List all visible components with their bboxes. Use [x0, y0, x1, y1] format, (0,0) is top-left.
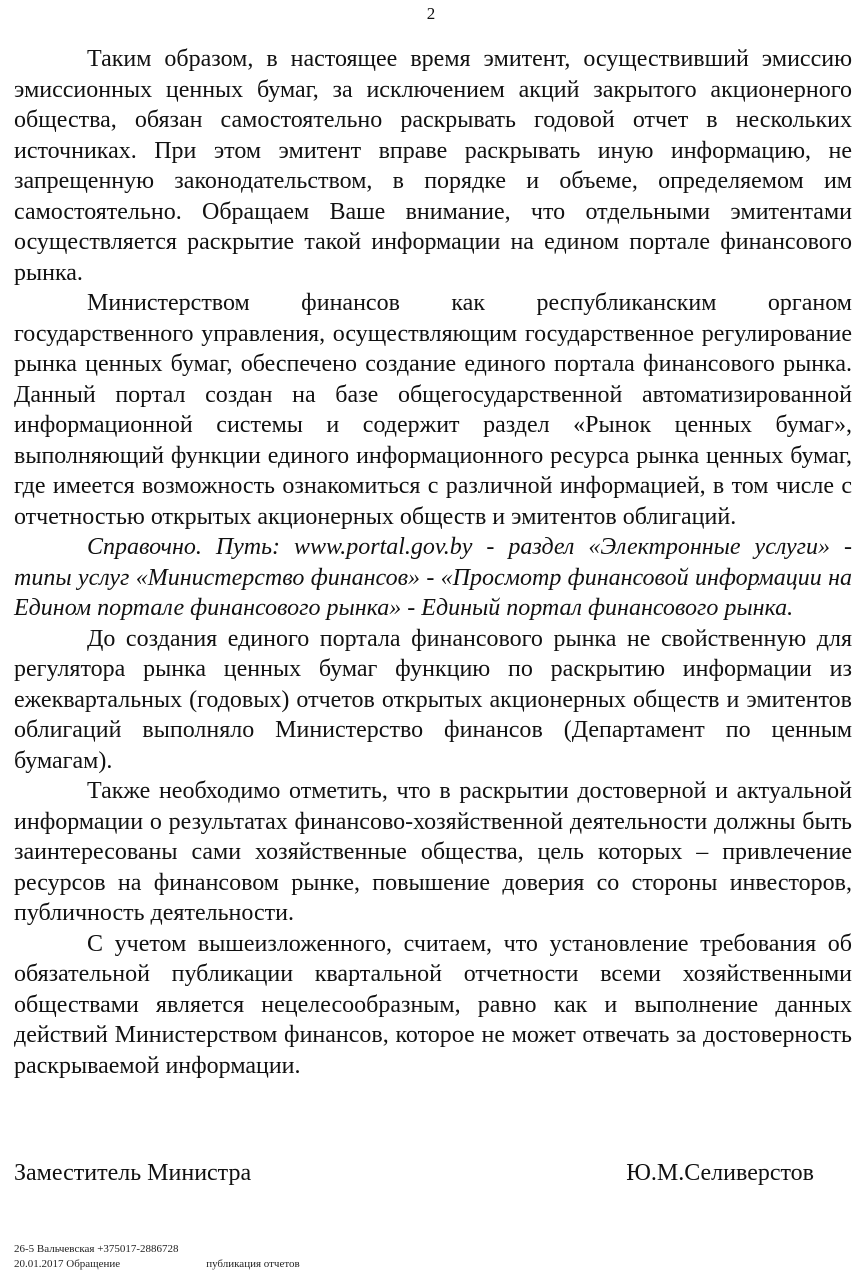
- page-number: 2: [426, 4, 436, 23]
- paragraph-company-interest: Также необходимо отметить, что в раскрытии достоверной и актуальной информации о результатах финансово-хозяйственной деятельности должны быть заинтересованы сами хозяйственные общества, цель которых – привлечение ресурсов на финансовом рынке, повышение доверия со стороны инвесторов, публичность деятельности.: [14, 778, 852, 926]
- letter-body: [14, 44, 852, 1081]
- paragraph-financial-portal: Министерством финансов как республиканским органом государственного управления, осуществляющим государственное регулирование рынка ценных бумаг, обеспечено создание единого портала финансового рынка. Данный портал создан на базе общегосударственной автоматизированной информационной системы и содержит раздел «Рынок ценных бумаг», выполняющий функции единого информационного ресурса рынка ценных бумаг, где имеется возможность ознакомиться с различной информацией, в том числе с отчетностью открытых акционерных обществ и эмитентов облигаций.: [14, 290, 852, 530]
- paragraph-conclusion: С учетом вышеизложенного, считаем, что установление требования об обязательной публикации квартальной отчетности всеми хозяйственными обществами является нецелесообразным, равно как и выполнение данных действий Министерством финансов, которое не может отвечать за достоверность раскрываемой информации.: [14, 930, 852, 1079]
- footer-date: 20.01.2017 Обращение: [14, 1258, 121, 1270]
- paragraph-ministry-history: До создания единого портала финансового рынка не свойственную для регулятора рынка ценных бумаг функцию по раскрытию информации из ежеквартальных (годовых) отчетов открытых акционерных обществ и эмитентов облигаций выполняло Министерство финансов (Департамент по ценным бумагам).: [14, 625, 852, 774]
- footer-reference-line: [14, 1257, 514, 1272]
- paragraph-disclosure-obligations: Таким образом, в настоящее время эмитент, осуществивший эмиссию эмиссионных ценных бумаг, за исключением акций закрытого акционерного общества, обязан самостоятельно раскрывать годовой отчет в нескольких источниках. При этом эмитент вправе раскрывать иную информацию, не запрещенную законодательством, в порядке и объеме, определяемом им самостоятельно. Обращаем Ваше внимание, что отдельными эмитентами осуществляется раскрытие такой информации на едином портале финансового рынка.: [14, 46, 852, 286]
- footer-contact-line: 26-5 Вальчевская +375017-2886728: [14, 1243, 179, 1255]
- document-footer: [14, 1242, 514, 1272]
- paragraph-reference-path: Справочно. Путь: www.portal.gov.by - раздел «Электронные услуги» - типы услуг «Министерство финансов» - «Просмотр финансовой информации на Едином портале финансового рынка» - Единый портал финансового рынка.: [14, 534, 852, 621]
- signatory-name: Ю.М.Селиверстов: [626, 1160, 814, 1186]
- signature-block: [14, 1158, 814, 1190]
- signatory-title: Заместитель Министра: [14, 1160, 252, 1186]
- footer-subject: публикация отчетов: [206, 1258, 300, 1270]
